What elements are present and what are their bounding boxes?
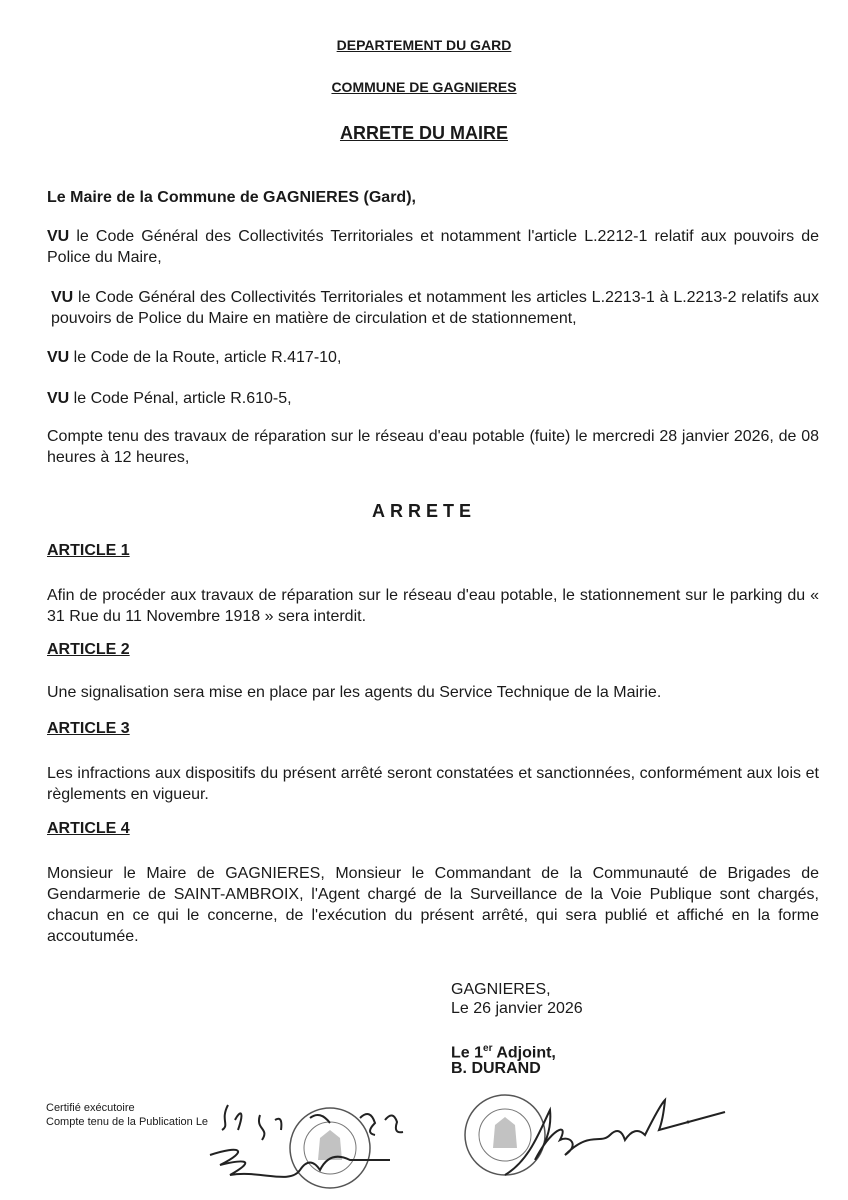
vu-paragraph-4 xyxy=(47,388,819,409)
vu-prefix: VU xyxy=(47,349,70,366)
role-prefix: Le 1 xyxy=(451,1044,484,1062)
vu-paragraph-3 xyxy=(47,347,819,368)
vu-text: le Code Général des Collectivités Territoriales et notamment les articles L.2213-1 à L.2213-2 relatifs aux pouvoirs de Police du Maire en matière de circulation et de stationnement, xyxy=(51,289,819,327)
article-3-title: ARTICLE 3 xyxy=(47,720,130,737)
departement-heading: DEPARTEMENT DU GARD xyxy=(336,37,512,53)
article-2-text: Une signalisation sera mise en place par les agents du Service Technique de la Mairie. xyxy=(47,684,662,701)
article-4-title: ARTICLE 4 xyxy=(47,820,130,837)
vu-text: le Code Général des Collectivités Territoriales et notamment l'article L.2212-1 relatif aux pouvoirs de Police du Maire, xyxy=(47,228,819,266)
vu-paragraph-1 xyxy=(47,226,819,268)
article-1-title: ARTICLE 1 xyxy=(47,542,130,559)
decision-title: ARRETE xyxy=(371,501,476,521)
role-sup: er xyxy=(483,1043,493,1054)
vu-prefix: VU xyxy=(47,228,70,245)
vu-text: le Code Pénal, article R.610-5, xyxy=(69,390,292,407)
certification-line-2: Compte tenu de la Publication Le xyxy=(46,1116,209,1128)
article-4-text: Monsieur le Maire de GAGNIERES, Monsieur le Commandant de la Communauté de Brigades de Gendarmerie de SAINT-AMBROIX, l'Agent chargé de la Surveillance de la Voie Publique sont chargés, chacun en ce qui le concerne, de l'exécution du présent arrêté, qui sera publié et affiché en la forme accoutumée. xyxy=(47,865,819,945)
considerant-paragraph: Compte tenu des travaux de réparation sur le réseau d'eau potable (fuite) le mercredi 28 janvier 2026, de 08 heures à 12 heures, xyxy=(47,428,819,466)
vu-prefix: VU xyxy=(51,289,74,306)
role-suffix: Adjoint, xyxy=(492,1044,556,1062)
signatory-name: B. DURAND xyxy=(451,1060,541,1077)
certification-stamp-signature xyxy=(200,1100,430,1195)
signature-place: GAGNIERES, xyxy=(451,981,551,998)
mayor-stamp-signature xyxy=(460,1090,730,1180)
vu-prefix: VU xyxy=(47,390,70,407)
article-1-text: Afin de procéder aux travaux de réparation sur le réseau d'eau potable, le stationnement sur le parking du « 31 Rue du 11 Novembre 1918 » sera interdit. xyxy=(47,587,819,625)
vu-paragraph-2 xyxy=(51,287,819,329)
intro-line: Le Maire de la Commune de GAGNIERES (Gard), xyxy=(47,189,416,206)
signature-date: Le 26 janvier 2026 xyxy=(451,1000,583,1017)
certification-line-1: Certifié exécutoire xyxy=(46,1102,135,1114)
article-3-text: Les infractions aux dispositifs du présent arrêté seront constatées et sanctionnées, conformément aux lois et règlements en vigueur. xyxy=(47,765,819,803)
commune-heading: COMMUNE DE GAGNIERES xyxy=(331,79,517,95)
vu-text: le Code de la Route, article R.417-10, xyxy=(69,349,342,366)
document-title: ARRETE DU MAIRE xyxy=(339,123,508,143)
article-2-title: ARTICLE 2 xyxy=(47,641,130,658)
